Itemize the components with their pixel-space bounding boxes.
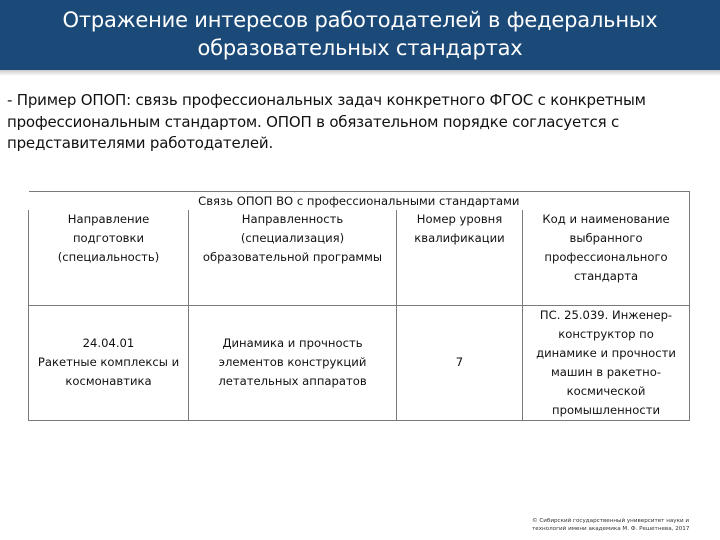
header-level-line: Номер уровня [416, 212, 503, 226]
cell-standard-line: машин в ракетно- [551, 364, 662, 379]
header-focus [189, 210, 397, 305]
title-banner [0, 0, 720, 70]
cell-focus [189, 305, 397, 420]
header-direction [29, 210, 189, 305]
header-standard-line: выбранного [569, 231, 643, 245]
intro-line-1: - Пример ОПОП: связь профессиональных задач конкретного ФГОС с конкретным [7, 91, 646, 109]
footer-line-1: © Сибирский государственный университет науки и [532, 518, 690, 524]
header-focus-line: Направленность [241, 212, 344, 226]
header-standard-line: Код и наименование [542, 212, 670, 226]
standards-table-wrapper [28, 191, 689, 421]
banner-shadow [0, 70, 720, 76]
slide-title-line-1: Отражение интересов работодателей в федеральных [62, 8, 658, 32]
intro-line-3: представителями работодателей. [7, 134, 274, 152]
header-standard [523, 210, 690, 305]
header-direction-line: (специальность) [57, 250, 160, 264]
cell-standard-line: ПС. 25.039. Инженер- [539, 307, 673, 322]
header-standard-line: стандарта [573, 269, 639, 283]
slide-title-line-2: образовательных стандартах [197, 36, 523, 60]
copyright-footer [532, 517, 712, 533]
cell-focus-line: летательных аппаратов [218, 374, 367, 388]
footer-line-2: технологий имени академика М. Ф. Решетнева, 2017 [532, 526, 690, 532]
cell-focus-line: Динамика и прочность [222, 336, 363, 350]
cell-direction-line: 24.04.01 [82, 336, 135, 350]
header-focus-line: образовательной программы [202, 250, 383, 264]
cell-direction-line: космонавтика [65, 374, 152, 388]
cell-direction-line: Ракетные комплексы и [37, 355, 180, 369]
header-focus-line: (специализация) [240, 231, 345, 245]
cell-standard-line: динамике и прочности [536, 345, 676, 360]
intro-line-2: профессиональным стандартом. ОПОП в обязательном порядке согласуется с [7, 112, 620, 131]
table-caption: Связь ОПОП ВО с профессиональными стандартами [29, 192, 690, 211]
caption-row [29, 192, 690, 211]
header-row [29, 210, 690, 305]
cell-direction [29, 305, 189, 420]
cell-level: 7 [397, 305, 523, 420]
cell-standard-line: промышленности [552, 402, 661, 417]
standards-table [28, 191, 690, 421]
cell-standard-line: конструктор по [558, 326, 654, 341]
header-standard-line: профессионального [544, 250, 668, 264]
cell-standard-line: космической [566, 383, 646, 398]
cell-standard [523, 305, 690, 420]
header-direction-line: подготовки [72, 231, 145, 245]
cell-focus-line: элементов конструкций [218, 355, 367, 369]
intro-paragraph [7, 90, 717, 155]
data-row [29, 305, 690, 420]
header-direction-line: Направление [67, 212, 150, 226]
header-level [397, 210, 523, 305]
header-level-line: квалификации [414, 231, 505, 245]
